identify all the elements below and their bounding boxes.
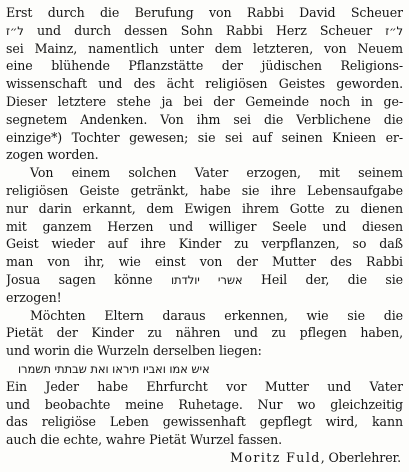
- text-segment: Ein Jeder habe Ehrfurcht vor Mutter und Vater: [6, 378, 403, 394]
- text-line: [6, 218, 403, 236]
- text-line: [6, 40, 403, 58]
- hebrew-text: אשרי יולדתו: [170, 272, 243, 287]
- text-segment: Möchten Eltern daraus erkennen, wie sie die: [30, 307, 403, 323]
- text-segment: erzogen!: [6, 289, 62, 305]
- text-line: [6, 75, 403, 93]
- text-line: [6, 289, 403, 307]
- text-line: [6, 396, 403, 414]
- text-line: [6, 182, 403, 200]
- text-segment: nur darin erkannt, dem Ewigen ihrem Gotte zu dienen: [6, 200, 403, 216]
- text-line: [6, 57, 403, 75]
- text-line: [6, 253, 403, 271]
- text-segment: Pietät der Kinder zu nähren und zu pflegen haben,: [6, 325, 403, 341]
- text-line: [6, 413, 403, 431]
- text-segment: man von ihr, wie einst von der Mutter des Rabbi: [6, 254, 403, 270]
- text-segment: segnetem Andenken. Von ihm sei die Verblichene die: [6, 111, 403, 127]
- text-segment: Geist wieder auf ihre Kinder zu verpflanzen, so daß: [6, 236, 403, 252]
- hebrew-text: ל״ז: [385, 23, 403, 38]
- text-segment: und durch dessen Sohn Rabbi Herz Scheuer: [23, 22, 386, 38]
- paragraph: [6, 307, 403, 360]
- text-line: [6, 129, 403, 147]
- text-segment: und worin die Wurzeln derselben liegen:: [6, 343, 262, 359]
- text-segment: mit ganzem Herzen und williger Seele und diesen: [6, 218, 403, 234]
- article-text: [6, 4, 403, 467]
- text-segment: eine blühende Pflanzstätte der jüdischen Religions-: [6, 58, 403, 74]
- text-segment: Josua sagen könne: [6, 271, 171, 287]
- text-segment: Von einem solchen Vater erzogen, mit seinem: [30, 165, 403, 181]
- text-line: [6, 431, 403, 449]
- text-segment: Erst durch die Berufung von Rabbi David Scheuer: [6, 5, 403, 20]
- text-segment: religiösen Geiste getränkt, habe sie ihre Lebensaufgabe: [6, 182, 403, 198]
- text-segment: und beobachte meine Ruhetage. Nur wo gleichzeitig: [6, 396, 403, 412]
- text-segment: einzige*) Tochter gewesen; sie sei auf seinen Knieen er-: [6, 129, 403, 145]
- text-line: [6, 4, 403, 22]
- text-segment: Heil der, die sie: [242, 271, 403, 287]
- text-segment: auch die echte, wahre Pietät Wurzel fassen.: [6, 432, 282, 448]
- author-name: Moritz Fuld: [230, 449, 321, 465]
- text-line: [6, 235, 403, 253]
- text-segment: zogen worden.: [6, 147, 99, 163]
- text-line: [6, 22, 403, 40]
- text-line: [6, 342, 403, 360]
- text-line: [6, 93, 403, 111]
- text-line: [6, 111, 403, 129]
- hebrew-text: ל״ז: [6, 23, 24, 38]
- paragraph: [6, 4, 403, 164]
- paragraph: [6, 378, 403, 449]
- text-segment: Dieser letztere stehe ja bei der Gemeinde noch in ge-: [6, 93, 403, 109]
- text-segment: wissenschaft und des ächt religiösen Geistes geworden.: [6, 76, 403, 92]
- paragraph: [6, 164, 403, 306]
- text-line: [6, 200, 403, 218]
- text-line: [6, 307, 403, 325]
- text-segment: , Oberlehrer.: [320, 449, 401, 465]
- paragraph: [6, 360, 403, 378]
- paragraph: [6, 449, 403, 467]
- text-line: [6, 324, 403, 342]
- text-line: [6, 164, 403, 182]
- text-line: [6, 146, 403, 164]
- text-line: [6, 271, 403, 289]
- text-segment: sei Mainz, namentlich unter dem letzteren, von Neuem: [6, 40, 403, 56]
- hebrew-text: איש אמו ואביו תיראו ואת שבתתי תשמרו: [18, 361, 210, 376]
- signature-line: [6, 449, 403, 467]
- text-segment: das religiöse Leben gewissenhaft gepflegt wird, kann: [6, 414, 403, 430]
- hebrew-quote-line: [6, 360, 403, 378]
- text-line: [6, 378, 403, 396]
